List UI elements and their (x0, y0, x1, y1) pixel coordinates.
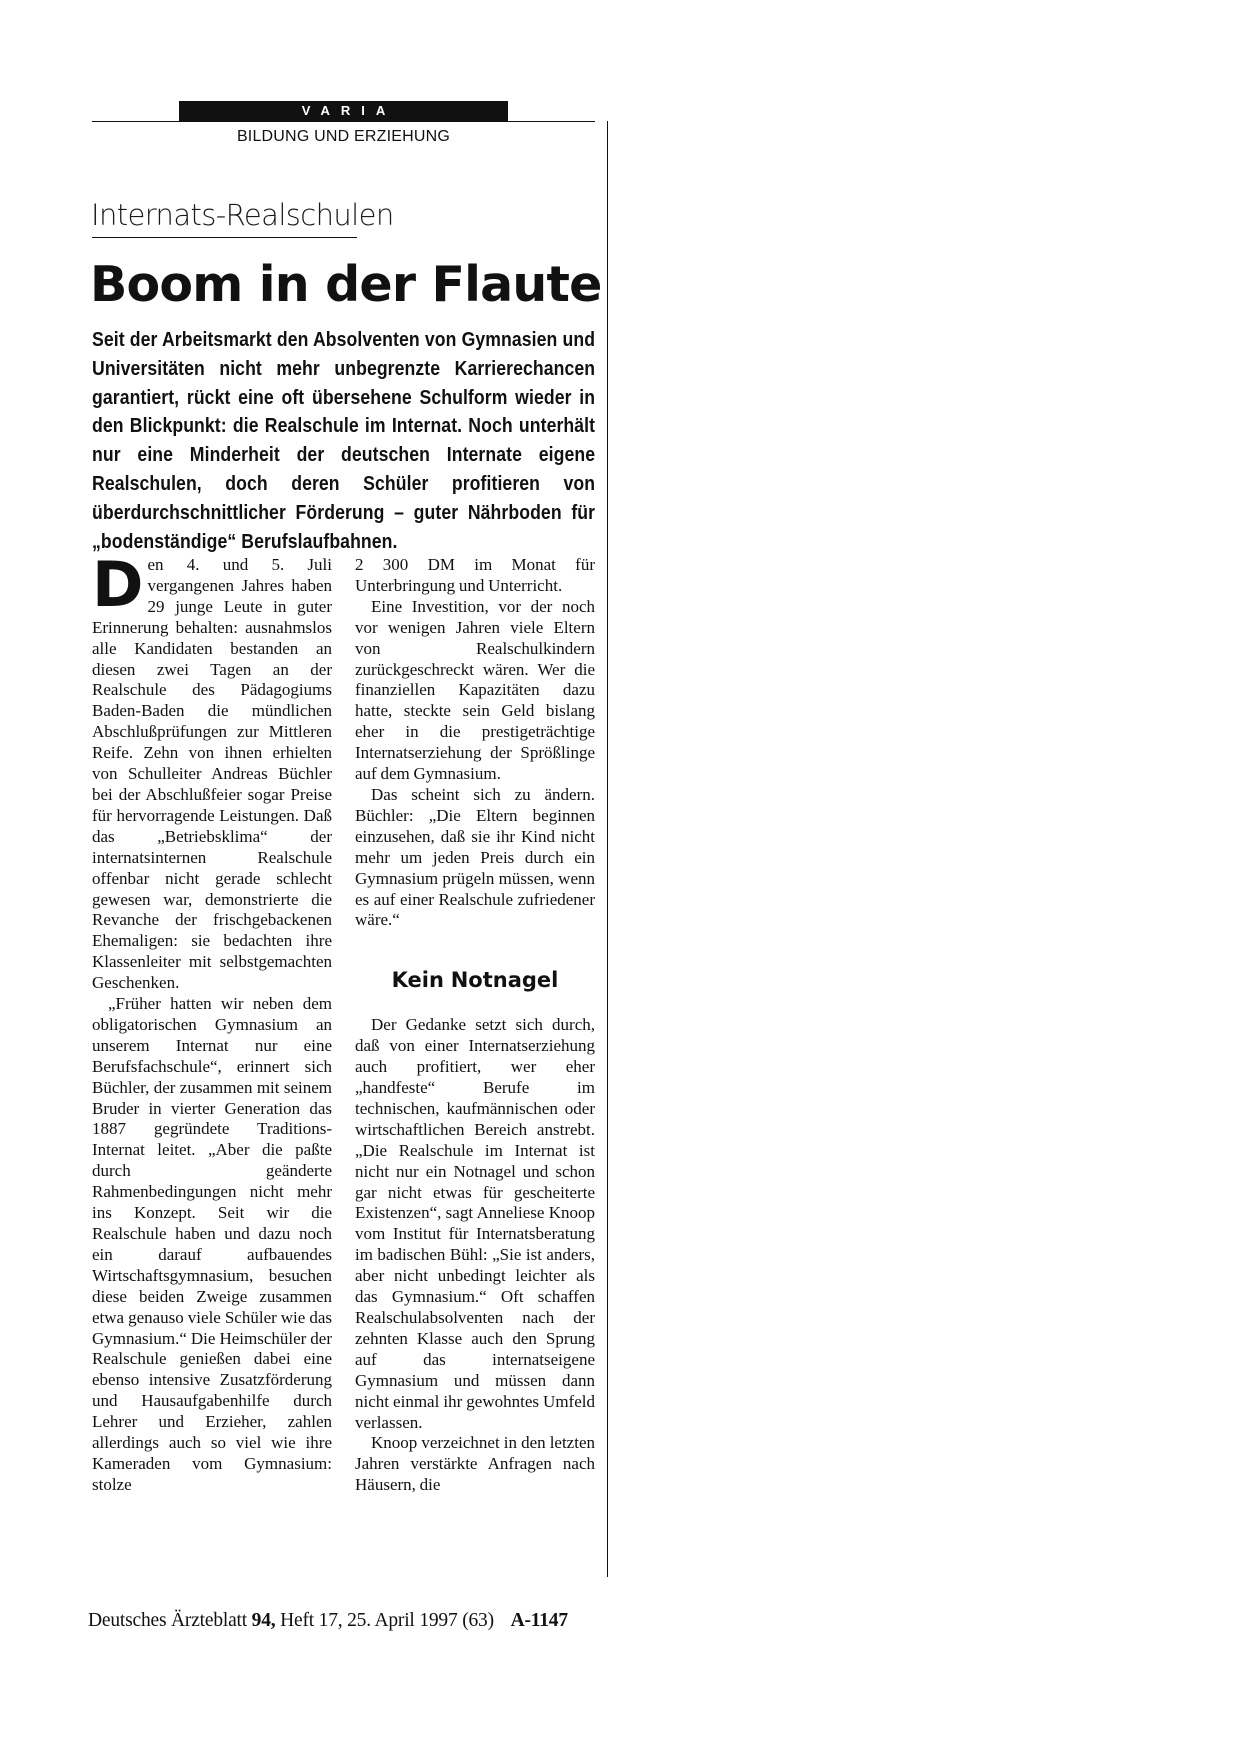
body-column-right (355, 555, 595, 1496)
body-column-left (92, 548, 332, 1496)
article-lede: Seit der Arbeitsmarkt den Absolventen von Gymnasien und Universitäten nicht mehr unbegrenzte Karrierechancen garantiert, rückt eine oft übersehene Schulform wieder in den Blickpunkt: die Realschule im Internat. Noch unterhält nur eine Minderheit der deutschen Internate eigene Realschulen, doch deren Schüler profitieren von überdurchschnittlicher Förderung – guter Nährboden für „bodenständige“ Berufslaufbahnen. (92, 328, 596, 553)
article-kicker: Internats-Realschulen (91, 198, 394, 232)
paragraph: Den 4. und 5. Juli vergangenen Jahres haben 29 junge Leute in guter Erinnerung behalten: ausnahmslos alle Kandidaten bestanden an diesen zwei Tagen an der Realschule des Pädagogiums Baden-Baden die mündlichen Abschlußprüfungen zur Mittleren Reife. Zehn von ihnen erhielten von Schulleiter Andreas Büchler bei der Abschlußfeier sogar Preise für hervorragende Leistungen. Daß das „Betriebsklima“ der internatsinternen Realschule offenbar nicht gerade schlecht gewesen war, demonstrierte die Revanche der frischgebackenen Ehemaligen: sie bedachten ihre Klassenleiter mit selbstgemachten Geschenken. (92, 548, 332, 993)
paragraph: „Früher hatten wir neben dem obligatorischen Gymnasium an unserem Internat nur eine Berufsfachschule“, erinnert sich Büchler, der zusammen mit seinem Bruder in vierter Generation das 1887 gegründete Traditions-Internat leitet. „Aber die paßte durch geänderte Rahmenbedingungen nicht mehr ins Konzept. Seit wir die Realschule haben und dazu noch ein darauf aufbauendes Wirtschaftsgymnasium, besuchen diese beiden Zweige zusammen etwa genauso viele Schüler wie das Gymnasium.“ Die Heimschüler der Realschule genießen dabei eine ebenso intensive Zusatzförderung und Hausaufgabenhilfe durch Lehrer und Erzieher, zahlen allerdings auch so viel wie ihre Kameraden vom Gymnasium: stolze (92, 994, 332, 1494)
section-title: BILDUNG UND ERZIEHUNG (236, 128, 451, 145)
paragraph: Eine Investition, vor der noch vor wenigen Jahren viele Eltern von Realschulkindern zurückgeschreckt wären. Wer die finanziellen Kapazitäten dazu hatte, steckte sein Geld bislang eher in die prestigeträchtige Internatserziehung der Sprößlinge auf dem Gymnasium. (355, 596, 595, 784)
subheading: Kein Notnagel (391, 968, 559, 993)
paragraph: Der Gedanke setzt sich durch, daß von einer Internatserziehung auch profitiert, wer eher „handfeste“ Berufe im technischen, kaufmännischen oder wirtschaftlichen Bereich anstrebt. „Die Realschule im Internat ist nicht nur ein Notnagel und schon gar nicht etwas für gescheiterte Existenzen“, sagt Anneliese Knoop vom Institut für Internatsberatung im badischen Bühl: „Sie ist anders, aber nicht unbedingt leichter als das Gymnasium.“ Oft schaffen Realschulabsolventen nach der zehnten Klasse auch den Sprung auf das internatseigene Gymnasium und müssen dann nicht einmal ihr gewohntes Umfeld verlassen. (355, 1015, 595, 1432)
paragraph: Knoop verzeichnet in den letzten Jahren verstärkte Anfragen nach Häusern, die (355, 1433, 595, 1495)
category-banner: VARIA (179, 101, 508, 121)
header-rule (92, 121, 595, 122)
article-headline: Boom in der Flaute (90, 256, 602, 313)
paragraph: Das scheint sich zu ändern. Büchler: „Die Eltern beginnen einzusehen, daß sie ihr Kind nicht mehr um jeden Preis durch ein Gymnasium prügeln müssen, wenn es auf einer Realschule zufriedener wäre.“ (355, 784, 595, 930)
drop-cap: D (92, 548, 144, 621)
paragraph: 2 300 DM im Monat für Unterbringung und Unterricht. (355, 555, 595, 595)
column-divider (607, 121, 608, 1577)
page-footer (88, 1610, 568, 1632)
journal-name: Deutsches Ärzteblatt (88, 1610, 247, 1631)
page-number: A-1147 (510, 1610, 568, 1631)
journal-volume: 94, (251, 1610, 276, 1631)
kicker-underline (92, 237, 357, 238)
issue-info: Heft 17, 25. April 1997 (63) (280, 1610, 494, 1631)
